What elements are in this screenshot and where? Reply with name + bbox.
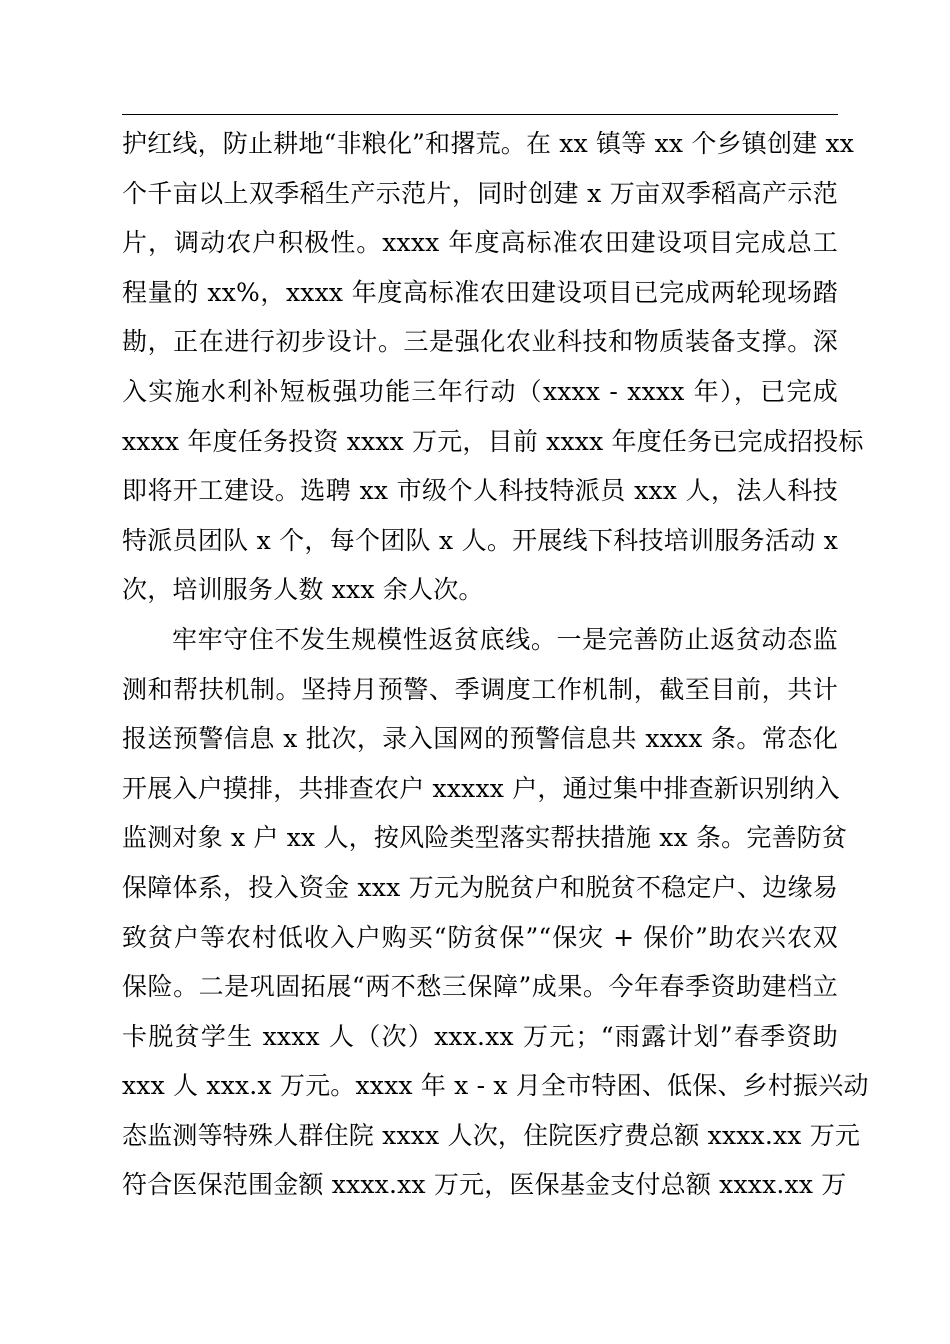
text-line: 即将开工建设。选聘 xx 市级个人科技特派员 xxx 人，法人科技 (122, 476, 838, 506)
text-line: 报送预警信息 x 批次，录入国网的预警信息共 xxxx 条。常态化 (122, 724, 838, 754)
text-line: 符合医保范围金额 xxxx.xx 万元，医保基金支付总额 xxxx.xx 万 (122, 1170, 847, 1200)
text-line: 牢牢守住不发生规模性返贫底线。一是完善防止返贫动态监 (172, 624, 838, 654)
header-rule (122, 114, 838, 115)
text-line: 勘，正在进行初步设计。三是强化农业科技和物质装备支撑。深 (122, 327, 838, 357)
text-line: 致贫户等农村低收入户购买“防贫保”“保灾 + 保价”助农兴农双 (122, 922, 838, 952)
text-line: 监测对象 x 户 xx 人，按风险类型落实帮扶措施 xx 条。完善防贫 (122, 823, 848, 853)
text-line: 态监测等特殊人群住院 xxxx 人次，住院医疗费总额 xxxx.xx 万元 (122, 1120, 861, 1150)
text-line: 次，培训服务人数 xxx 余人次。 (122, 575, 484, 605)
text-line: 测和帮扶机制。坚持月预警、季调度工作机制，截至目前，共计 (122, 674, 838, 704)
text-line: 特派员团队 x 个，每个团队 x 人。开展线下科技培训服务活动 x (122, 525, 838, 555)
text-line: 片，调动农户积极性。xxxx 年度高标准农田建设项目完成总工 (122, 228, 838, 258)
text-line: 开展入户摸排，共排查农户 xxxxx 户，通过集中排查新识别纳入 (122, 773, 840, 803)
text-line: 卡脱贫学生 xxxx 人（次）xxx.xx 万元；“雨露计划”春季资助 (122, 1021, 838, 1051)
document-body (122, 119, 869, 1210)
text-line: 保险。二是巩固拓展“两不愁三保障”成果。今年春季资助建档立 (122, 972, 838, 1002)
text-line: 个千亩以上双季稻生产示范片，同时创建 x 万亩双季稻高产示范 (122, 178, 838, 208)
text-line: 护红线，防止耕地“非粮化”和撂荒。在 xx 镇等 xx 个乡镇创建 xx (122, 129, 855, 158)
paragraph-poverty (122, 615, 869, 1210)
text-line: 入实施水利补短板强功能三年行动（xxxx - xxxx 年），已完成 (122, 376, 838, 406)
paragraph-farmland (122, 119, 864, 615)
text-line: 保障体系，投入资金 xxx 万元为脱贫户和脱贫不稳定户、边缘易 (122, 872, 838, 902)
text-line: xxx 人 xxx.x 万元。xxxx 年 x - x 月全市特困、低保、乡村振兴动 (122, 1071, 869, 1101)
text-line: xxxx 年度任务投资 xxxx 万元，目前 xxxx 年度任务已完成招投标 (122, 426, 864, 456)
text-line: 程量的 xx%，xxxx 年度高标准农田建设项目已完成两轮现场踏 (122, 277, 838, 307)
